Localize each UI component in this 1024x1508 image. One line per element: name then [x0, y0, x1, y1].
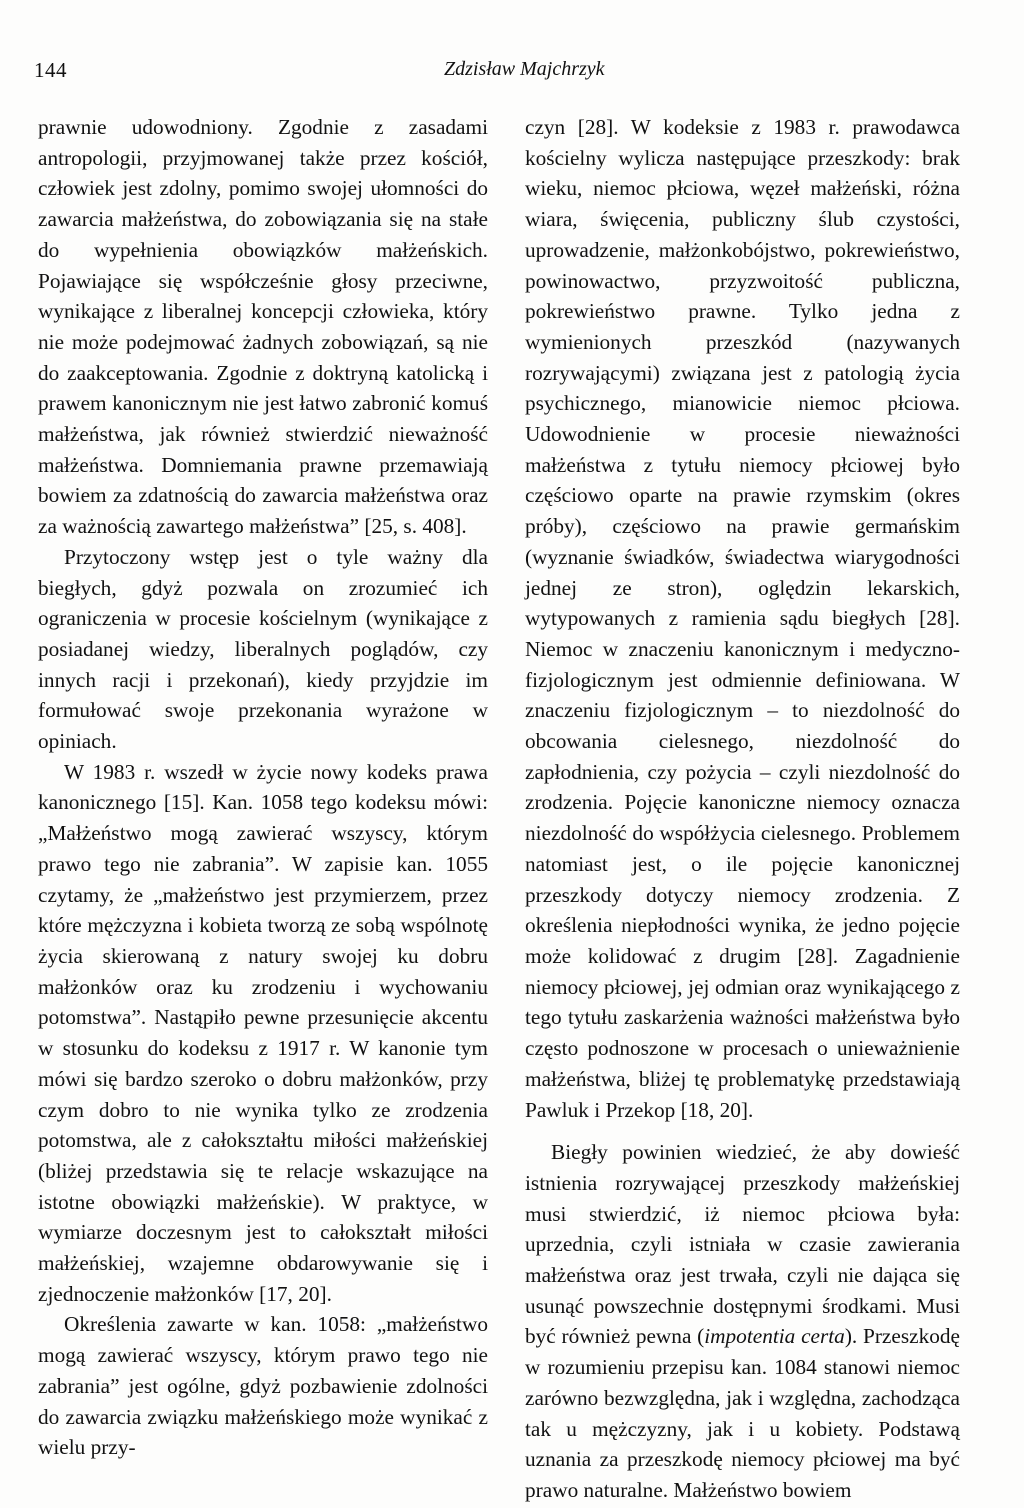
latin-term: impotentia certa — [704, 1324, 845, 1349]
paragraph-text: Biegły powinien wiedzieć, że aby dowieść istnienia rozrywającej przeszkody małżeńskiej musi stwierdzić, iż niemoc płciowa była: uprzednia, czyli istniała w czasie zawierania małżeństwa oraz jest trwała, czyli nie dająca się usunąć powszechnie dostępnymi środkami. Musi być również pewna ( — [525, 1140, 960, 1349]
paragraph — [525, 1137, 960, 1505]
page-number: 144 — [34, 58, 67, 82]
paragraph: prawnie udowodniony. Zgodnie z zasadami antropologii, przyjmowanej także przez kościół, człowiek jest zdolny, pomimo swojej ułomności do zawarcia małżeństwa, do zobowiązania się na stałe do wypełnienia obowiązków małżeńskich. Pojawiające się współcześnie głosy przeciwne, wynikające z liberalnej koncepcji człowieka, który nie może podejmować żadnych zobowiązań, są nie do zaakceptowania. Zgodnie z doktryną katolicką i prawem kanonicznym nie jest łatwo zabronić komuś małżeństwa, jak również stwierdzić nieważność małżeństwa. Domniemania prawne przemawiają bowiem za zdatnością do zawarcia małżeństwa oraz za ważnością zawartego małżeństwa” [25, s. 408]. — [38, 115, 488, 539]
paragraph: Przytoczony wstęp jest o tyle ważny dla biegłych, gdyż pozwala on zrozumieć ich ograniczenia w procesie kościelnym (wynikające z posiadanej wiedzy, liberalnych poglądów, czy innych racji i przekonań), kiedy przyjdzie im formułować swoje przekonania wyrażone w opiniach. — [38, 544, 488, 754]
paragraph: W 1983 r. wszedł w życie nowy kodeks prawa kanonicznego [15]. Kan. 1058 tego kodeksu mówi: „Małżeństwo mogą zawierać wszyscy, którym prawo tego nie zabrania”. W zapisie kan. 1055 czytamy, że „małżeństwo jest przymierzem, przez które mężczyzna i kobieta tworzą ze sobą wspólnotę życia skierowaną z natury swojej ku dobru małżonków oraz ku zrodzeniu i wychowaniu potomstwa”. Nastąpiło pewne przesunięcie akcentu w stosunku do kodeksu z 1917 r. W kanonie tym mówi się bardzo szeroko o dobru małżonków, przy czym dobro to nie wynika tylko ze zrodzenia potomstwa, ale z całokształtu miłości małżeńskiej (bliżej przedstawia się te relacje wskazujące na istotne obowiązki małżeńskie). W praktyce, w wymiarze doczesnym jest to całokształt miłości małżeńskiej, wzajemne obdarowywanie się i zjednoczenie małżonków [17, 20]. — [38, 759, 488, 1306]
paragraph-text: ). Przeszkodę w rozumieniu przepisu kan. 1084 stanowi niemoc zarówno bezwzględna, jak i względna, zachodząca tak u mężczyzny, jak i u kobiety. Podstawą uznania za przeszkodę niemocy płciowej ma być prawo naturalne. Małżeństwo bowiem — [525, 1324, 960, 1502]
left-column — [38, 112, 488, 1463]
paragraph: Określenia zawarte w kan. 1058: „małżeństwo mogą zawierać wszyscy, którym prawo tego nie zabrania” jest ogólne, gdyż pozbawienie zdolności do zawarcia związku małżeńskiego może wynikać z wielu przy- — [38, 1312, 488, 1460]
running-head-author: Zdzisław Majchrzyk — [444, 58, 605, 80]
page-header — [34, 58, 992, 88]
paragraph: czyn [28]. W kodeksie z 1983 r. prawodawca kościelny wylicza następujące przeszkody: brak wieku, niemoc płciowa, węzeł małżeński, różna wiara, święcenia, publiczny ślub czystości, uprowadzenie, małżonkobójstwo, pokrewieństwo, powinowactwo, przyzwoitość publiczna, pokrewieństwo prawne. Tylko jedna z wymienionych przeszkód (nazywanych rozrywającymi) związana jest z patologią życia psychicznego, mianowicie niemoc płciowa. Udowodnienie w procesie nieważności małżeństwa z tytułu niemocy płciowej było częściowo oparte na prawie rzymskim (okres próby), częściowo na prawie germańskim (wyznanie świadków, świadectwa wiarygodności jednej ze stron), oględzin lekarskich, wytypowanych z ramienia sądu biegłych [28]. Niemoc w znaczeniu kanonicznym i medyczno-fizjologicznym jest odmiennie definiowana. W znaczeniu fizjologicznym – to niezdolność do obcowania cielesnego, niezdolność do zapłodnienia, czy pożycia – czyli niezdolność do zrodzenia. Pojęcie kanoniczne niemocy oznacza niezdolność do współżycia cielesnego. Problemem natomiast jest, o ile pojęcie kanonicznej przeszkody dotyczy niemocy zrodzenia. Z określenia niepłodności wynika, że jedno pojęcie może kolidować z drugim [28]. Zagadnienie niemocy płciowej, jej odmian oraz wynikającego z tego tytułu zaskarżenia ważności małżeństwa było często podnoszone w procesach o unieważnienie małżeństwa, bliżej tę problematykę przedstawiają Pawluk i Przekop [18, 20]. — [525, 115, 960, 1122]
right-column — [525, 112, 960, 1506]
